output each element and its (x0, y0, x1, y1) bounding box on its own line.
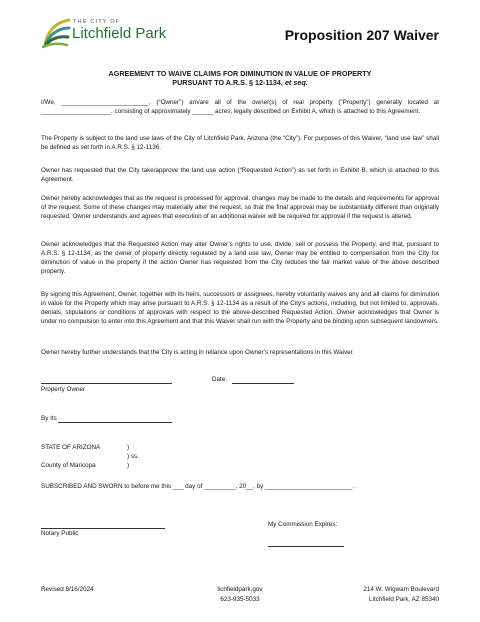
owner-signature-line[interactable] (41, 383, 172, 384)
bracket-3: ) (127, 462, 130, 469)
notary-public-label: Notary Public (41, 530, 79, 537)
city-logo (41, 16, 191, 50)
document-title: Proposition 207 Waiver (284, 27, 439, 43)
by-its-line[interactable] (58, 422, 172, 423)
paragraph-land-use-law: The Property is subject to the land use laws of the City of Litchfield Park, Arizona (the “City”). For purposes of this Waiver, “land use law” shall be defined as set forth in A.R.S. § 12-1136. (41, 135, 439, 151)
commission-expires-line[interactable] (268, 546, 344, 547)
logo-tagline: THE CITY OF (73, 19, 121, 25)
revised-date: Revised 8/16/2024 (41, 586, 94, 593)
paragraph-waiver: By signing this Agreement, Owner, together with its heirs, successors or assignees, hereby voluntarily waives any and all claims for diminution in value for the Property which may arise pursuant to A.R.S. § 12-1134 as a result of the City’s actions, including, but not limited to, approvals, denials, stipulations or conditions of approvals with respect to the above-described Requested Action. Owner acknowledges that Owner is under no compulsion to enter into this Agreement and that this Waiver shall run with the Property and be binding upon subsequent landowners. (41, 291, 439, 325)
heading-et-seq: et seq. (284, 78, 308, 87)
paragraph-compensation: Owner acknowledges that the Requested Action may alter Owner’s rights to use, divide, sell or possess the Property, and that, pursuant to A.R.S. § 12-1134, as the owner of property directly regulated by a land use law, Owner may be entitled to compensation from the City for diminution of value in the property if the action Owner has requested from the City reduces the fair market value of the above described property. (41, 241, 439, 275)
heading-statute: PURSUANT TO A.R.S. § 12-1134, (172, 78, 283, 87)
footer-address-line1: 214 W. Wigwam Boulevard (363, 586, 439, 593)
state-label: STATE OF ARIZONA (41, 444, 101, 451)
logo-wordmark: Litchfield Park (72, 25, 167, 42)
agreement-heading-line1: AGREEMENT TO WAIVE CLAIMS FOR DIMINUTION IN VALUE OF PROPERTY (108, 69, 372, 78)
ss-label: ) ss. (127, 453, 139, 460)
footer-website: lichfieldpark.gov (217, 586, 263, 593)
agreement-heading-line2 (41, 78, 439, 87)
date-line[interactable] (232, 383, 294, 384)
paragraph-requested-action: Owner has requested that the City take/approve the land use action (“Requested Action”) as set forth in Exhibit B, which is attached to this Agreement. (41, 167, 439, 183)
paragraph-changes: Owner hereby acknowledges that as the request is processed for approval, changes may be made to the details and requirements for approval of the request. Some of these changes may materially alter the request, so that the final approval may be substantially different than originally requested. Owner understands and agrees that execution of an additional waiver will be required for approval if the request is altered. (41, 195, 439, 220)
by-its-label: By Its (41, 415, 57, 422)
subscribed-sworn-text: SUBSCRIBED AND SWORN to before me this ___ day of _________, 20__, by _________________________. (41, 483, 355, 490)
paragraph-reliance: Owner hereby further understands that the City is acting in reliance upon Owner’s representations in this Waiver. (41, 349, 355, 356)
bracket-1: ) (127, 444, 130, 451)
paragraph-owner: I/We, _________________________, (“Owner”) am/are all of the owner(s) of real property (“Property”) generally located at ____________________, consisting of approximately ______ acres, legally described on Exhibit A, which is attached to this Agreement. (41, 99, 439, 115)
logo-emblem-icon (41, 16, 71, 50)
commission-expires-label: My Commission Expires: (268, 521, 338, 528)
footer-address-line2: Litchfield Park, AZ 85340 (368, 596, 439, 603)
property-owner-label: Property Owner (41, 386, 86, 393)
footer-phone: 623-935-5033 (220, 596, 260, 603)
date-label: Date: (212, 376, 228, 383)
county-label: County of Maricopa (41, 462, 96, 469)
